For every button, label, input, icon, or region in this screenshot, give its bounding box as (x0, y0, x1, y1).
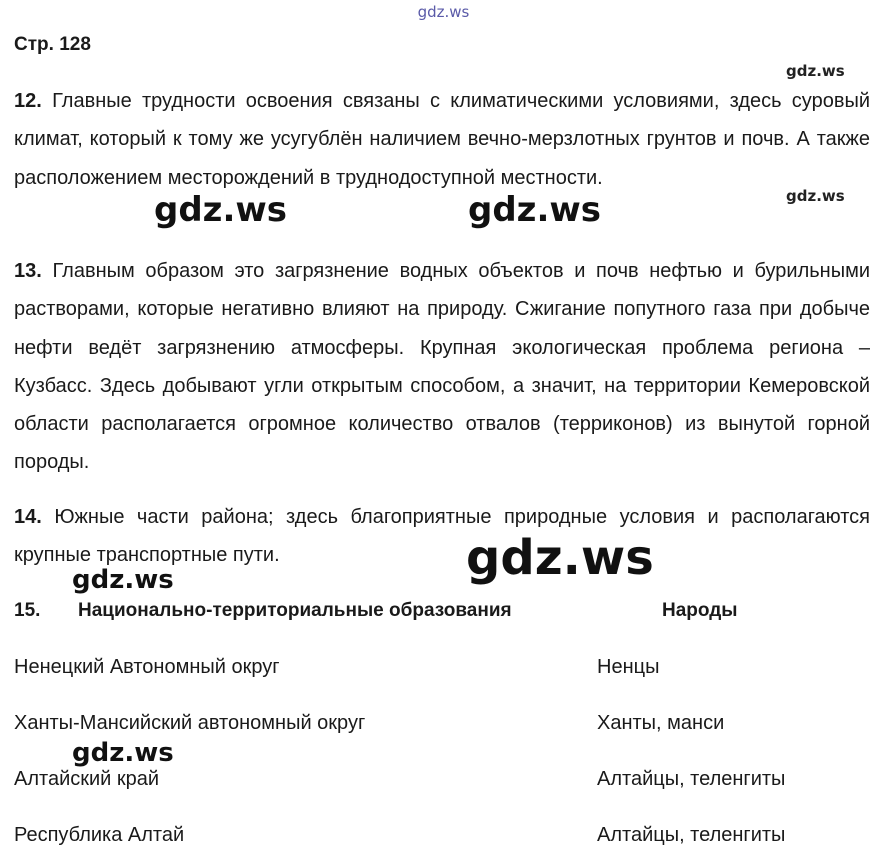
answer-12 (14, 82, 870, 197)
answer-number: 12. (14, 90, 42, 112)
table-cell-peoples: Ханты, манси (597, 712, 725, 734)
table-header-peoples: Народы (662, 600, 738, 621)
table-cell-peoples: Алтайцы, теленгиты (597, 768, 786, 790)
table-cell-formation: Республика Алтай (14, 824, 185, 846)
table-header-formations: Национально-территориальные образования (78, 600, 512, 621)
table-cell-peoples: Алтайцы, теленгиты (597, 824, 786, 846)
answer-text: Главные трудности освоения связаны с климатическими условиями, здесь суровый климат, который к тому же усугублён наличием вечно-мерзлотных грунтов и почв. А также расположением месторождений в труднодоступной местности. (14, 90, 870, 189)
table-cell-formation: Ханты-Мансийский автономный округ (14, 712, 366, 734)
table-cell-peoples: Ненцы (597, 656, 660, 678)
table-number: 15. (14, 600, 41, 621)
answer-number: 13. (14, 260, 42, 282)
watermark-top: gdz.ws (417, 3, 470, 21)
answer-13 (14, 252, 870, 482)
watermark: gdz.ws (466, 530, 654, 586)
answer-text: Главным образом это загрязнение водных объектов и почв нефтью и бурильными растворами, которые негативно влияют на природу. Сжигание попутного газа при добыче нефти ведёт загрязнению атмосферы. Крупная экологическая проблема региона – Кузбасс. Здесь добывают угли открытым способом, а значит, на территории Кемеровской области располагается огромное количество отвалов (терриконов) из вынутой горной породы. (14, 260, 870, 474)
watermark: gdz.ws (786, 187, 845, 205)
watermark: gdz.ws (468, 190, 602, 230)
table-cell-formation: Алтайский край (14, 768, 160, 790)
answer-14 (14, 498, 870, 575)
answer-text: Южные части района; здесь благоприятные природные условия и располагаются крупные транспортные пути. (14, 506, 871, 567)
watermark: gdz.ws (786, 62, 845, 80)
table-cell-formation: Ненецкий Автономный округ (14, 656, 280, 678)
answer-number: 14. (14, 506, 42, 528)
watermark: gdz.ws (72, 738, 174, 768)
page-title: Стр. 128 (14, 34, 91, 55)
watermark: gdz.ws (72, 565, 174, 595)
watermark: gdz.ws (154, 190, 288, 230)
